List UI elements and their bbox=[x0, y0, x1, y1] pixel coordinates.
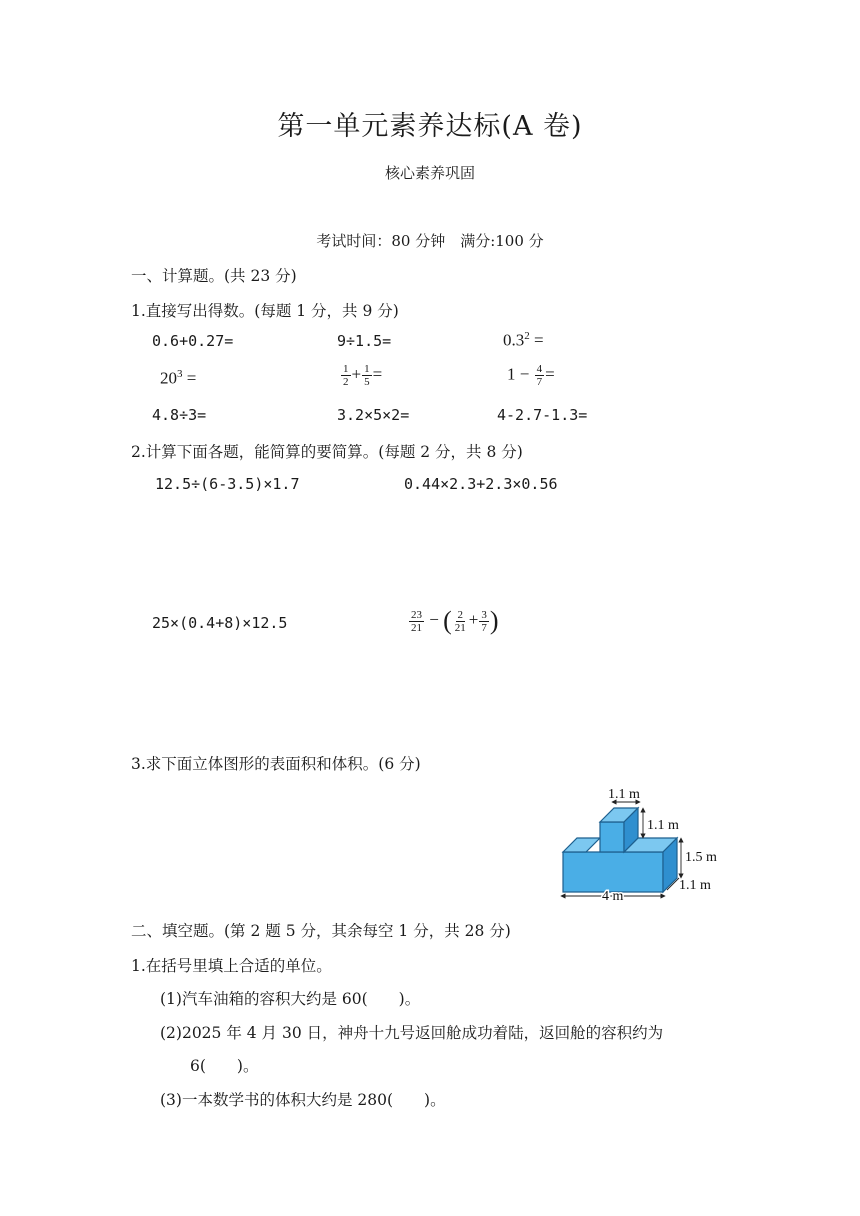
figure-label-length: 4 m bbox=[602, 889, 624, 904]
solid-figure bbox=[555, 780, 735, 905]
q1-item-6: 1 − $\frac{4}{7}$ = bbox=[507, 363, 555, 388]
s2-item-3: (3)一本数学书的体积大约是 280( )。 bbox=[160, 1091, 446, 1109]
q1-item-2: 9÷1.5= bbox=[337, 332, 392, 350]
section2-heading: 二、填空题。(第 2 题 5 分，其余每空 1 分，共 28 分) bbox=[131, 922, 511, 940]
section1-heading: 一、计算题。(共 23 分) bbox=[131, 267, 297, 285]
q2-expr-2: 0.44×2.3+2.3×0.56 bbox=[404, 475, 558, 493]
page-title: 第一单元素养达标(A 卷) bbox=[277, 111, 583, 142]
figure-label-cube-height: 1.1 m bbox=[647, 818, 679, 833]
s2-item-1: (1)汽车油箱的容积大约是 60( )。 bbox=[160, 990, 421, 1008]
figure-label-block-height: 1.5 m bbox=[685, 850, 717, 865]
q2-expr-3: 25×(0.4+8)×12.5 bbox=[152, 614, 288, 632]
q3-label: 3.求下面立体图形的表面积和体积。(6 分) bbox=[131, 755, 421, 773]
figure-label-top-width: 1.1 m bbox=[608, 787, 640, 802]
figure-label-depth: 1.1 m bbox=[679, 878, 711, 893]
q1-label: 1.直接写出得数。(每题 1 分，共 9 分) bbox=[131, 302, 399, 320]
q1-item-4: $20^3$ = bbox=[160, 368, 197, 388]
s2-item-2-cont: 6( )。 bbox=[190, 1057, 259, 1075]
page-subtitle: 核心素养巩固 bbox=[384, 164, 475, 182]
s2-q1-label: 1.在括号里填上合适的单位。 bbox=[131, 957, 332, 975]
q2-expr-4: $\frac{23}{21}$ − ( $\frac{2}{21}$ + $\frac{3}{7}$ ) bbox=[411, 606, 499, 635]
q1-item-3: $0.3^2$ = bbox=[503, 330, 544, 350]
q1-item-8: 3.2×5×2= bbox=[337, 406, 410, 424]
q1-item-5: $\frac{1}{2}$ + $\frac{1}{5}$ = bbox=[343, 363, 383, 388]
q2-label: 2.计算下面各题，能简算的要简算。(每题 2 分，共 8 分) bbox=[131, 443, 523, 461]
q1-item-1: 0.6+0.27= bbox=[152, 332, 234, 350]
exam-info: 考试时间：80 分钟 满分:100 分 bbox=[316, 232, 544, 250]
q1-item-9: 4-2.7-1.3= bbox=[497, 406, 588, 424]
q2-expr-1: 12.5÷(6-3.5)×1.7 bbox=[155, 475, 300, 493]
s2-item-2: (2)2025 年 4 月 30 日，神舟十九号返回舱成功着陆，返回舱的容积约为 bbox=[160, 1024, 664, 1042]
q1-item-7: 4.8÷3= bbox=[152, 406, 207, 424]
